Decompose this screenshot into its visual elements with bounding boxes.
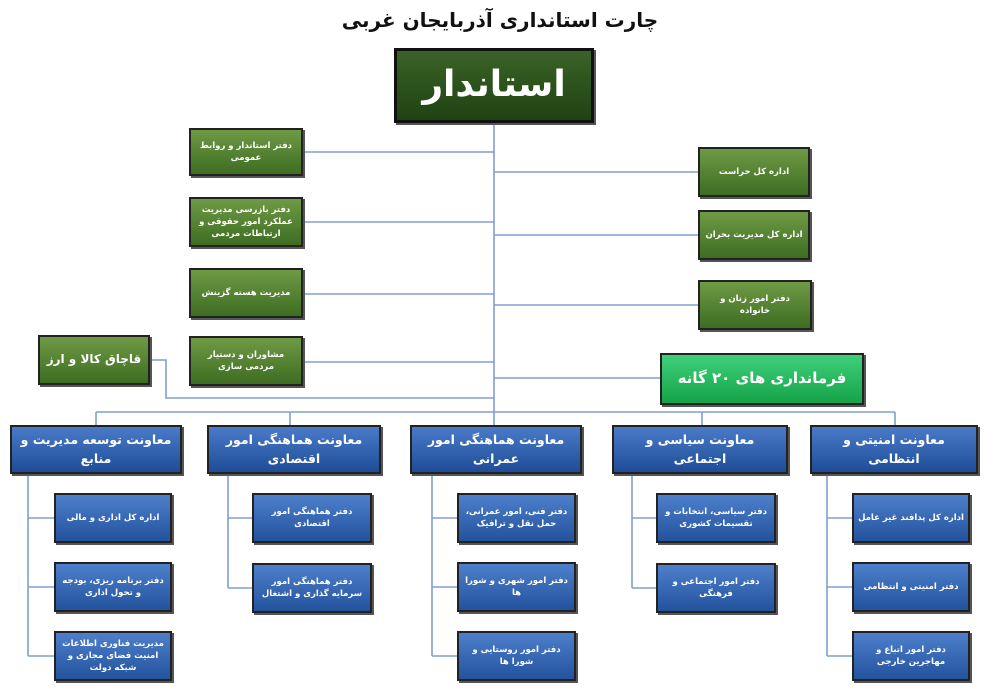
deputy-political-box: معاونت سیاسی و اجتماعی bbox=[612, 425, 788, 474]
chart-title: چارت استانداری آذربایجان غربی bbox=[341, 8, 659, 32]
advisors-box: مشاوران و دستیار مردمی سازی bbox=[189, 336, 303, 386]
crisis-management-box: اداره کل مدیریت بحران bbox=[698, 210, 810, 260]
office-passive-defense-box: اداره کل پدافند غیر عامل bbox=[852, 493, 970, 543]
smuggling-box: قاچاق کالا و ارز bbox=[38, 335, 150, 385]
office-investment-box: دفتر هماهنگی امور سرمایه گذاری و اشتغال bbox=[252, 563, 372, 613]
office-it-box: مدیریت فناوری اطلاعات امنیت فضای مجازی و شبکه دولت bbox=[54, 631, 172, 681]
office-political-elections-box: دفتر سیاسی، انتخابات و تقسیمات کشوری bbox=[656, 493, 776, 543]
office-security-police-box: دفتر امنیتی و انتظامی bbox=[852, 562, 970, 612]
governor-office-box: دفتر استاندار و روابط عمومی bbox=[189, 128, 303, 176]
security-office-box: اداره کل حراست bbox=[698, 147, 810, 197]
governor-box: استاندار bbox=[394, 48, 594, 123]
governorates-box: فرمانداری های ۲۰ گانه bbox=[660, 353, 864, 405]
women-family-box: دفتر امور زنان و خانواده bbox=[698, 280, 812, 330]
deputy-security-box: معاونت امنیتی و انتظامی bbox=[810, 425, 978, 474]
office-foreign-nationals-box: دفتر امور اتباع و مهاجرین خارجی bbox=[852, 631, 970, 681]
office-social-cultural-box: دفتر امور اجتماعی و فرهنگی bbox=[656, 563, 776, 613]
selection-core-box: مدیریت هسته گزینش bbox=[189, 268, 303, 318]
office-admin-finance-box: اداره کل اداری و مالی bbox=[54, 493, 172, 543]
office-economic-coordination-box: دفتر هماهنگی امور اقتصادی bbox=[252, 493, 372, 543]
deputy-economic-box: معاونت هماهنگی امور اقتصادی bbox=[207, 425, 381, 474]
inspection-office-box: دفتر بازرسی مدیریت عملکرد امور حقوقی و ارتباطات مردمی bbox=[189, 197, 303, 247]
deputy-development-box: معاونت توسعه مدیریت و منابع bbox=[10, 425, 182, 474]
office-technical-box: دفتر فنی، امور عمرانی، حمل نقل و ترافیک bbox=[457, 493, 576, 543]
deputy-civil-box: معاونت هماهنگی امور عمرانی bbox=[410, 425, 582, 474]
office-urban-box: دفتر امور شهری و شورا ها bbox=[457, 562, 576, 612]
office-planning-box: دفتر برنامه ریزی، بودجه و تحول اداری bbox=[54, 562, 172, 612]
office-rural-box: دفتر امور روستایی و شورا ها bbox=[457, 631, 576, 681]
